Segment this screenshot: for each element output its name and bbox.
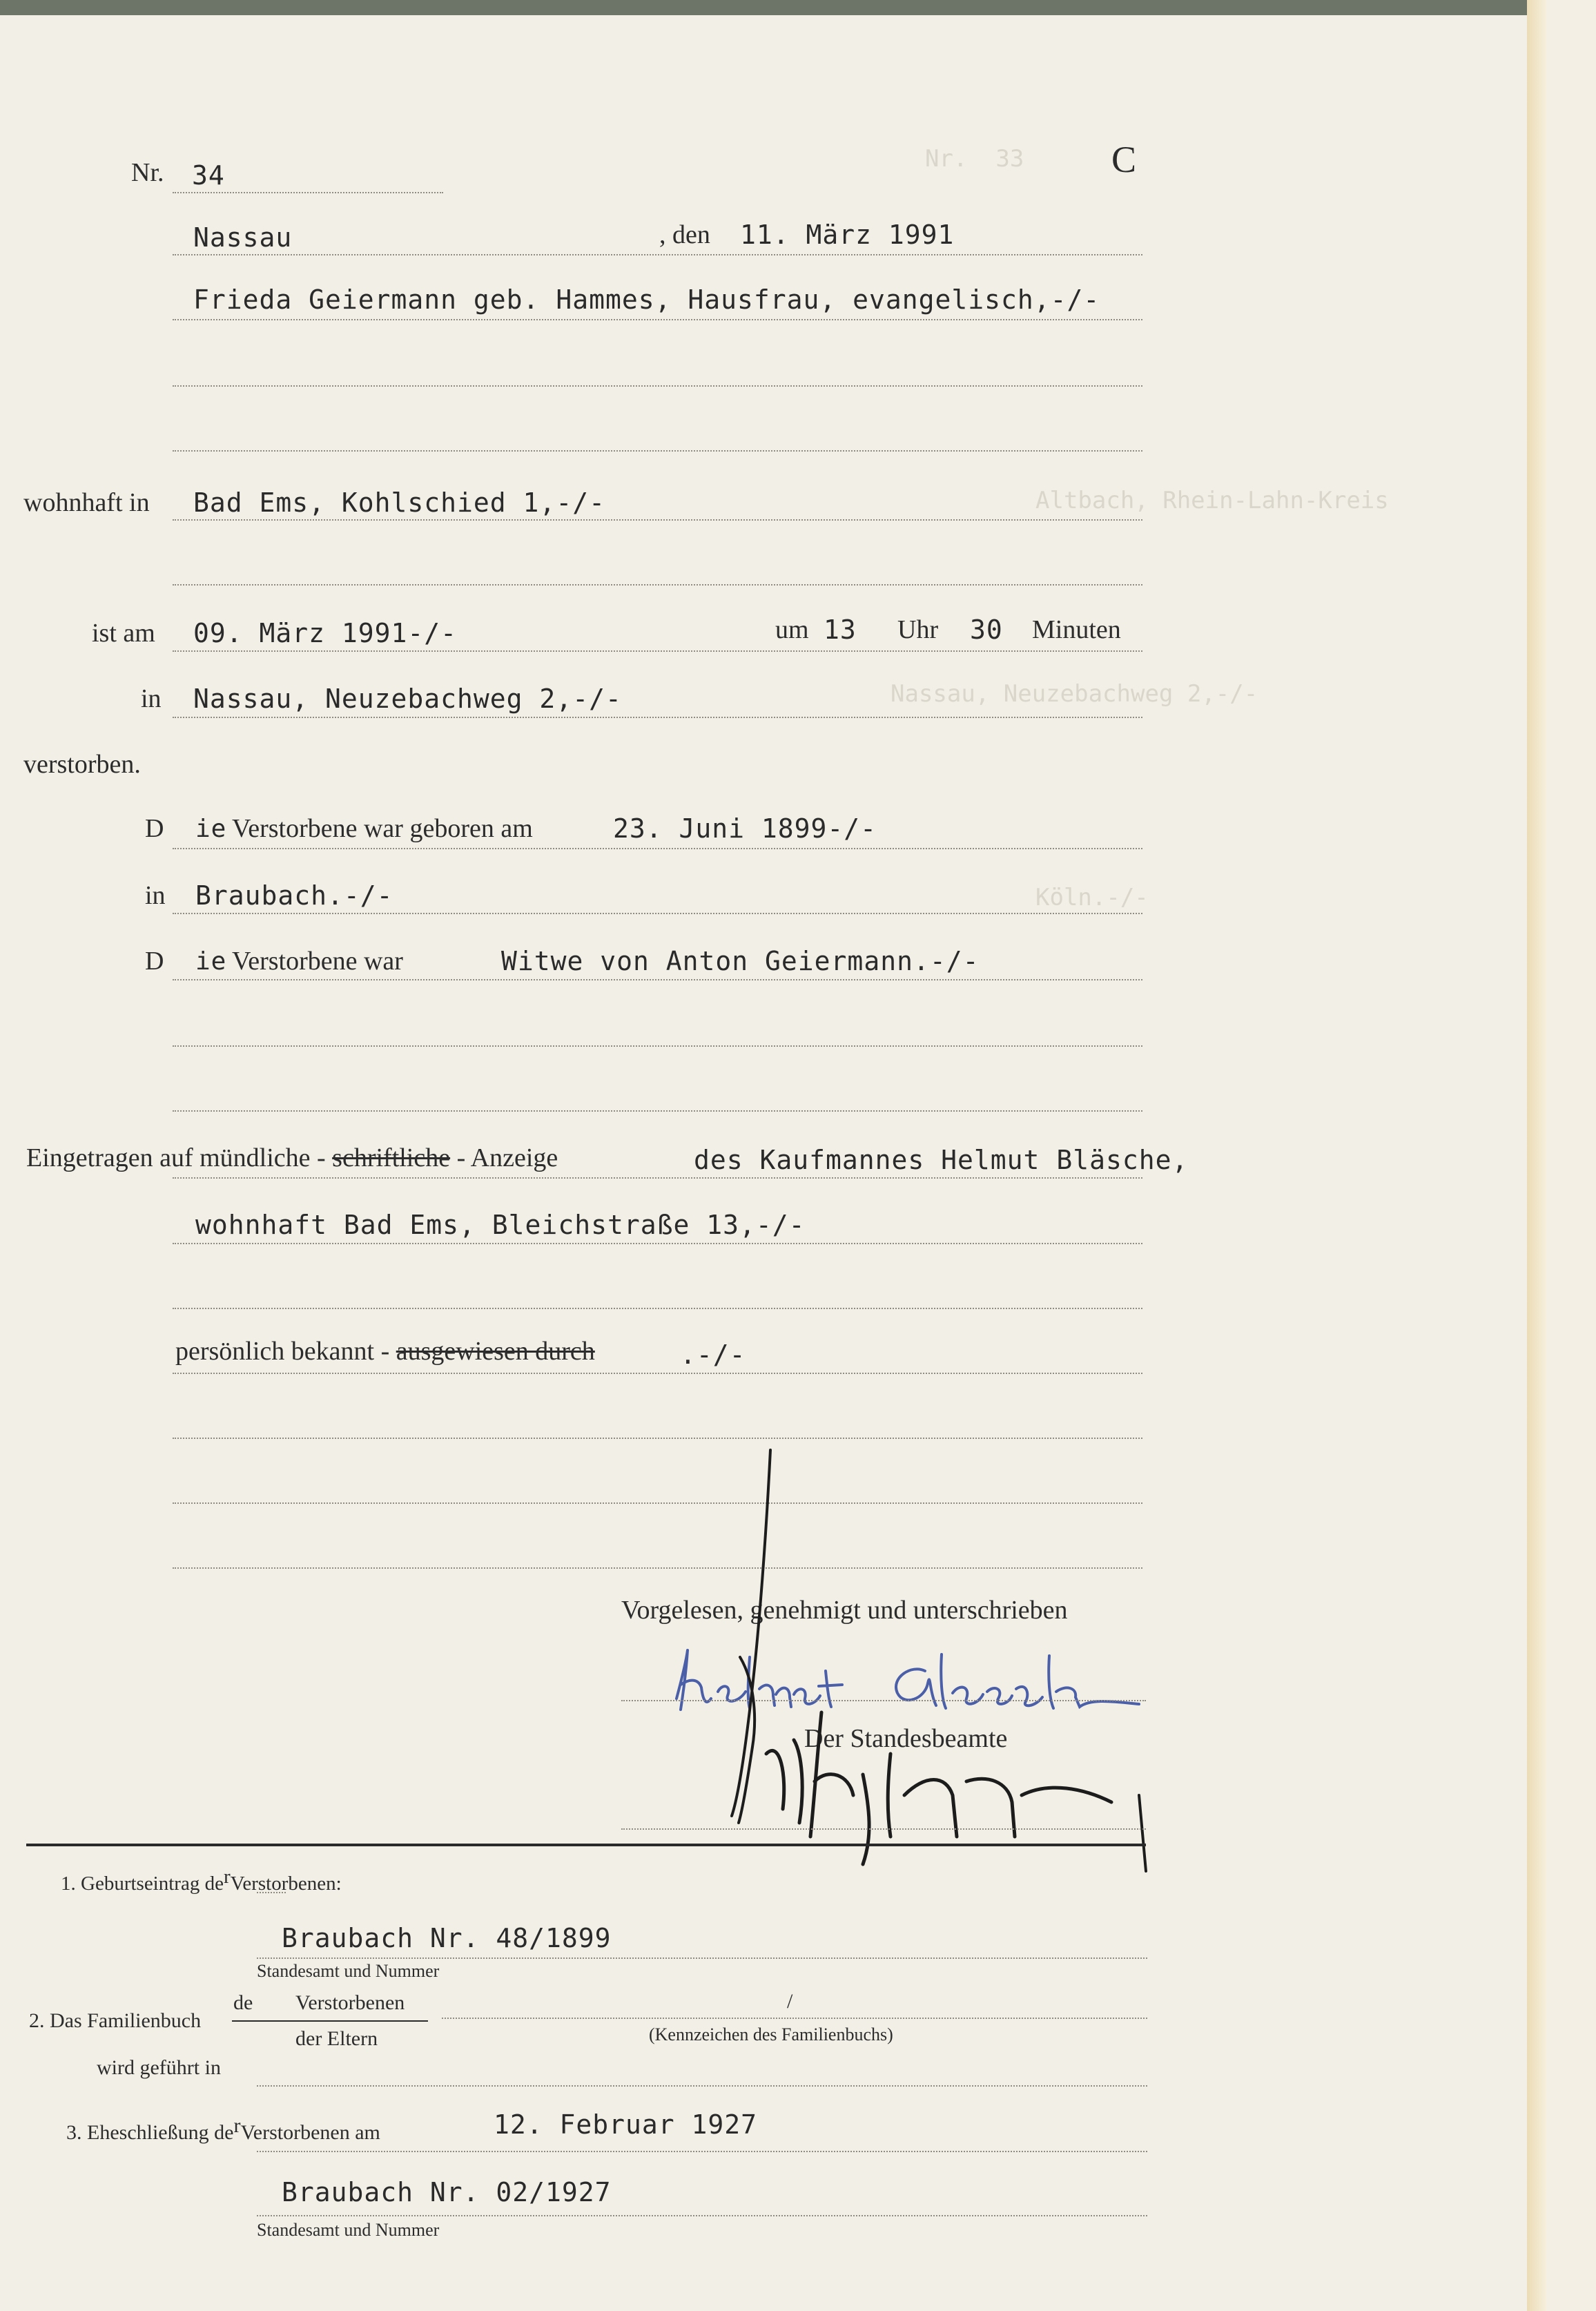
marriage-entry-line [257,2215,1147,2216]
marital-label: Verstorbene war [232,947,403,976]
family-book-place-line [257,2085,1147,2087]
identity-value: .-/- [680,1340,746,1370]
birth-d-letter: D [145,814,164,843]
footnote-2-line2: wird geführt in [97,2056,221,2079]
marriage-date: 12. Februar 1927 [494,2109,758,2140]
residence-label: wohnhaft in [23,488,150,517]
read-approved-label: Vorgelesen, genehmigt und unterschrieben [621,1596,1068,1625]
informant-address: wohnhaft Bad Ems, Bleichstraße 13,-/- [195,1210,806,1240]
birth-date: 23. Juni 1899-/- [613,813,877,844]
birth-date-line [173,848,1142,849]
report-line-3 [173,1308,1142,1309]
death-date: 09. März 1991-/- [193,618,458,648]
uhr-label: Uhr [897,615,939,644]
nr-line [173,192,443,193]
residence-line [173,519,1142,521]
death-hour: 13 [824,615,857,645]
birth-entry-caption: Standesamt und Nummer [257,1961,440,1981]
bleed-through-text: Nassau, Neuzebachweg 2,-/- [891,680,1258,708]
death-place-label: in [141,684,162,713]
marriage-date-line [257,2151,1147,2152]
report-label: Eingetragen auf mündliche - schriftliche - Anzeige [26,1143,558,1172]
marital-line-3 [173,1110,1142,1112]
birth-place-label: in [145,881,166,910]
birth-entry-line [257,1957,1147,1959]
marital-line-2 [173,1045,1142,1047]
report-line [173,1177,1142,1179]
place-value: Nassau [193,222,293,253]
registrar-signature [725,1450,1153,1885]
registration-date: 11. März 1991 [740,220,955,250]
nr-label: Nr. [131,158,164,187]
deceased-name: Frieda Geiermann geb. Hammes, Hausfrau, evangelisch,-/- [193,284,1100,315]
family-book-caption: (Kennzeichen des Familienbuchs) [649,2024,893,2044]
identity-line [173,1373,1142,1374]
person-line-1 [173,319,1142,320]
family-book-line [442,2018,1147,2019]
bleed-through-text: Köln.-/- [1035,884,1149,911]
footnote-2-fraction-bar [232,2020,428,2022]
page-edge [1527,0,1546,2311]
person-line-2 [173,385,1142,387]
verstorben-label: verstorben. [23,750,141,779]
birth-place: Braubach.-/- [195,880,393,911]
marital-ie: ie [195,947,227,976]
footnote-2-label: 2. Das Familienbuch [29,2009,202,2032]
den-label: , den [659,220,710,249]
death-minutes: 30 [970,615,1003,645]
footnote-2-option-2: der Eltern [295,2027,378,2050]
death-place-line [173,717,1142,718]
identity-line-2 [173,1438,1142,1439]
minuten-label: Minuten [1032,615,1121,644]
background-strip [0,0,1596,15]
footnote-1-label: 1. Geburtseintrag derVerstorbenen: [61,1866,342,1895]
marital-d-letter: D [145,947,164,976]
residence-value: Bad Ems, Kohlschied 1,-/- [193,487,605,518]
bleed-through-text: Altbach, Rhein-Lahn-Kreis [1035,487,1389,514]
death-date-line [173,650,1142,652]
footnote-2-slash: / [787,1990,793,2013]
footnote-2-option-1: Verstorbenen [295,1991,405,2014]
marital-value: Witwe von Anton Geiermann.-/- [501,946,980,976]
corner-letter: C [1111,139,1137,180]
footnote-3-label: 3. Eheschließung derVerstorbenen am [66,2114,380,2144]
death-date-label: ist am [92,619,155,648]
footnote-1-short-line [257,1892,286,1893]
next-page-margin [1546,0,1596,2311]
birth-ie: ie [195,815,227,843]
identity-label: persönlich bekannt - ausgewiesen durch [175,1337,595,1366]
registrar-label: Der Standesbeamte [804,1724,1008,1753]
footnote-2-de: de [233,1991,253,2014]
death-place: Nassau, Neuzebachweg 2,-/- [193,684,622,714]
marriage-entry: Braubach Nr. 02/1927 [282,2177,612,2207]
birth-entry: Braubach Nr. 48/1899 [282,1923,612,1953]
section-separator [26,1844,1146,1846]
report-line-2 [173,1243,1142,1244]
marriage-entry-caption: Standesamt und Nummer [257,2220,440,2240]
informant: des Kaufmannes Helmut Bläsche, [694,1145,1189,1175]
residence-line-2 [173,584,1142,586]
nr-value: 34 [192,160,225,191]
registrar-signature-line [621,1828,1146,1830]
bleed-through-text: Nr. 33 [925,145,1024,173]
birth-place-line [173,913,1142,914]
marital-line [173,979,1142,980]
person-line-3 [173,450,1142,452]
um-label: um [775,615,809,644]
birth-label: Verstorbene war geboren am [232,814,533,843]
place-date-line [173,254,1142,255]
